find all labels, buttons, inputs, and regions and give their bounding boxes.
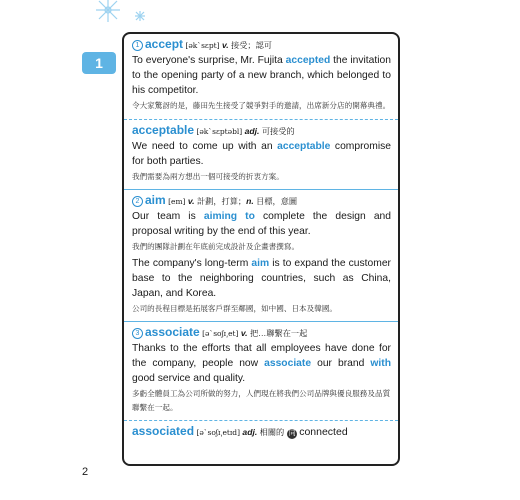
headword: aim	[145, 193, 166, 207]
example-zh: 我們的團隊計劃在年底前完成設計及企畫書撰寫。	[132, 242, 300, 251]
entry-header	[132, 37, 391, 53]
example-en	[132, 209, 391, 239]
highlighted-word: associate	[264, 358, 312, 369]
entry-acceptable	[124, 119, 398, 190]
entry-number: 1	[132, 40, 143, 51]
part-of-speech: v.	[221, 40, 229, 50]
phonetic: [em]	[168, 197, 186, 206]
highlighted-word: aiming to	[203, 211, 255, 222]
example-text: the invitation to the opening party of a new branch, which belonged to his competitor.	[132, 55, 391, 96]
synonym-badge: 同	[288, 430, 296, 437]
example-text: We need to come up with an	[132, 140, 278, 152]
definition: 接受；認可	[231, 41, 272, 50]
entry-associate	[124, 321, 398, 420]
definition: 目標，意圖	[256, 197, 298, 206]
phonetic: [ə`soʃɪ͵etɪd]	[196, 428, 241, 437]
page-number: 2	[82, 466, 89, 478]
highlighted-word: aim	[251, 257, 270, 269]
example-text: our brand	[311, 358, 371, 369]
entry-header	[132, 325, 391, 341]
entry-header	[132, 123, 391, 139]
entry-aim	[124, 189, 398, 321]
synonym: connected	[299, 426, 348, 438]
highlighted-word: accepted	[285, 55, 331, 66]
definition: 計劃，打算；	[196, 197, 247, 206]
example-text: Our team is	[132, 211, 204, 222]
phonetic: [ək`sɛptəbl]	[196, 126, 243, 136]
entry-number: 3	[132, 328, 143, 339]
entry-header	[132, 193, 391, 209]
example-zh: 多虧全體員工為公司所做的努力，人們現在將我們公司品牌與優良服務及品質聯繫在一起。	[132, 389, 391, 412]
highlighted-word: acceptable	[277, 140, 331, 152]
example-en	[132, 139, 391, 169]
part-of-speech: adj.	[242, 427, 258, 437]
headword: accept	[145, 37, 184, 51]
example-zh: 令大家驚訝的是，藤田先生接受了競爭對手的邀請，出席新分店的開幕典禮。	[132, 101, 391, 110]
entry-associated	[124, 420, 398, 444]
part-of-speech: v.	[187, 196, 195, 206]
example-en	[132, 256, 391, 301]
phonetic: [ə`soʃɪ͵et]	[202, 329, 239, 338]
highlighted-word: with	[370, 358, 391, 369]
definition: 相關的	[259, 428, 285, 437]
example-text: The company's long-term	[132, 257, 252, 269]
example-text: good service and quality.	[132, 373, 246, 384]
example-text: compromise for both parties.	[132, 140, 392, 167]
part-of-speech: n.	[246, 196, 254, 206]
entry-header	[132, 424, 391, 440]
example-en	[132, 341, 391, 386]
headword: associated	[132, 424, 195, 438]
part-of-speech: adj.	[244, 125, 260, 136]
vocabulary-card	[122, 32, 400, 466]
entry-accept	[124, 34, 398, 119]
example-zh: 公司的長程目標是拓展客戶群至鄰國，如中國、日本及韓國。	[132, 303, 338, 313]
example-text: Thanks to the efforts that all employees have done for the company, people now	[132, 343, 391, 369]
example-text: is to expand the customer base to the neighboring countries, such as China, Japan, and Korea.	[132, 257, 391, 299]
definition: 把…聯繫在一起	[249, 329, 308, 338]
example-text: complete the design and proposal writing by the end of this year.	[132, 211, 392, 237]
headword: acceptable	[132, 122, 195, 137]
part-of-speech: v.	[240, 328, 248, 338]
entry-number: 2	[132, 196, 143, 207]
headword: associate	[145, 325, 200, 339]
page-tab: 1	[82, 52, 116, 74]
example-en	[132, 53, 391, 98]
example-zh: 我們需要為兩方想出一個可接受的折衷方案。	[132, 171, 284, 181]
phonetic: [ək`sɛpt]	[185, 41, 220, 50]
definition: 可接受的	[261, 126, 295, 136]
example-text: To everyone's surprise, Mr. Fujita	[132, 55, 286, 66]
